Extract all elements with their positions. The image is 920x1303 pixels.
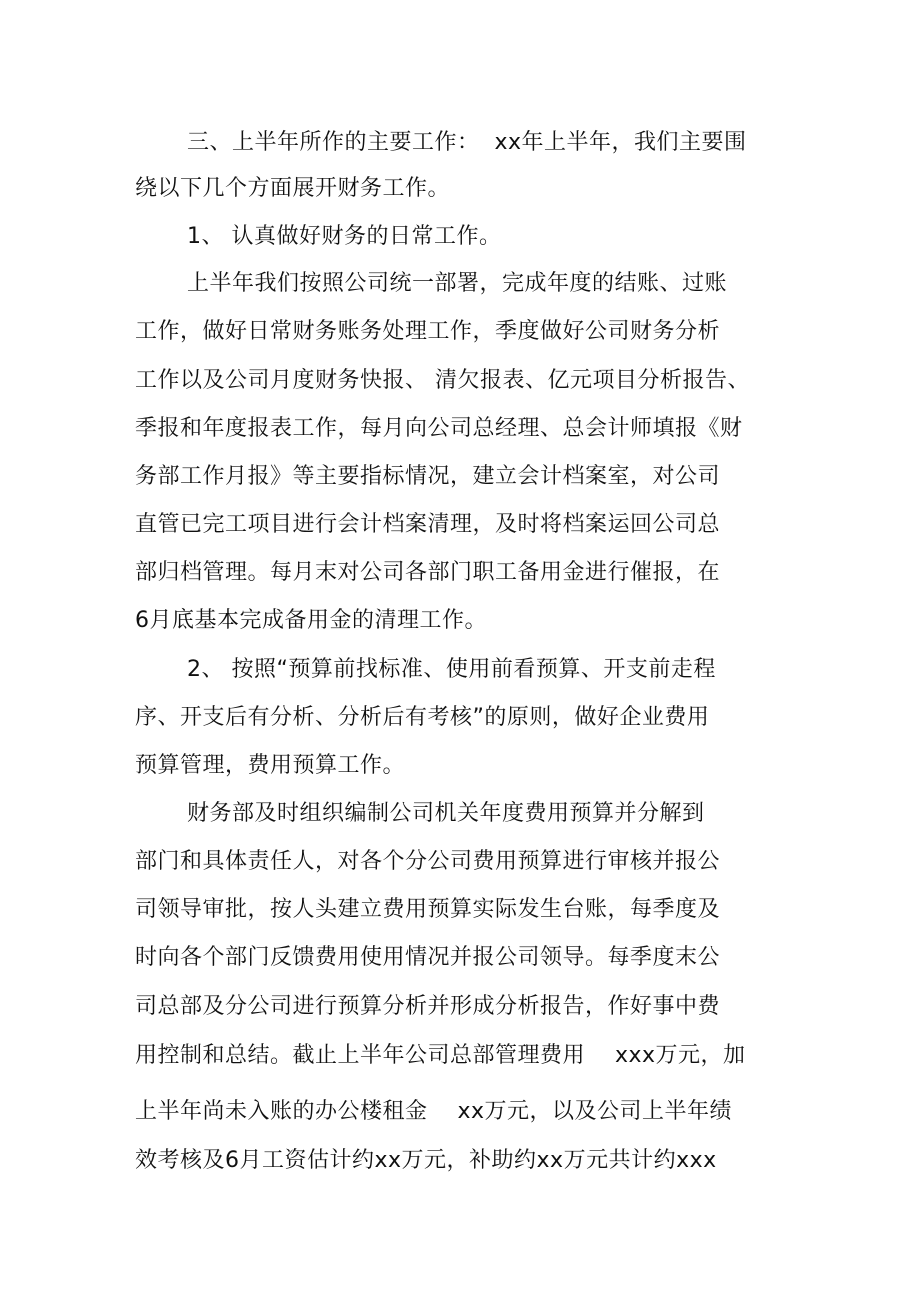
paragraph-line: 上半年我们按照公司统一部署，完成年度的结账、过账	[187, 271, 728, 296]
paragraph-line: 部门和具体责任人，对各个分公司费用预算进行审核并报公	[135, 849, 721, 874]
paragraph-line: 预算管理，费用预算工作。	[135, 753, 406, 778]
paragraph-line: 2、 按照“预算前找标准、使用前看预算、开支前走程	[187, 657, 716, 682]
paragraph-line: 司领导审批，按人头建立费用预算实际发生台账，每季度及	[135, 897, 721, 922]
paragraph-line: 绕以下几个方面展开财务工作。	[135, 176, 451, 201]
paragraph-line: 时向各个部门反馈费用使用情况并报公司领导。每季度末公	[135, 945, 721, 970]
paragraph-line: 务部工作月报》等主要指标情况，建立会计档案室，对公司	[135, 464, 721, 489]
paragraph-line: 工作，做好日常财务账务处理工作，季度做好公司财务分析	[135, 319, 721, 344]
paragraph-line: 工作以及公司月度财务快报、 清欠报表、亿元项目分析报告、	[135, 368, 750, 393]
paragraph-line: 财务部及时组织编制公司机关年度费用预算并分解到	[187, 801, 705, 826]
paragraph-line: 直管已完工项目进行会计档案清理，及时将档案运回公司总	[135, 512, 721, 537]
paragraph-line: 效考核及6月工资估计约xx万元，补助约xx万元共计约xxx	[135, 1148, 717, 1173]
paragraph-line: 司总部及分公司进行预算分析并形成分析报告，作好事中费	[135, 994, 721, 1019]
paragraph-line: 三、上半年所作的主要工作： xx年上半年，我们主要围	[187, 130, 747, 155]
paragraph-line: 1、 认真做好财务的日常工作。	[187, 224, 502, 249]
paragraph-line: 上半年尚未入账的办公楼租金 xx万元，以及公司上半年绩	[135, 1099, 733, 1124]
paragraph-line: 序、开支后有分析、分析后有考核”的原则，做好企业费用	[135, 705, 710, 730]
paragraph-line: 季报和年度报表工作，每月向公司总经理、总会计师填报《财	[135, 416, 743, 441]
paragraph-line: 用控制和总结。截止上半年公司总部管理费用 xxx万元，加	[135, 1043, 746, 1068]
paragraph-line: 6月底基本完成备用金的清理工作。	[135, 608, 487, 633]
paragraph-line: 部归档管理。每月末对公司各部门职工备用金进行催报，在	[135, 560, 721, 585]
